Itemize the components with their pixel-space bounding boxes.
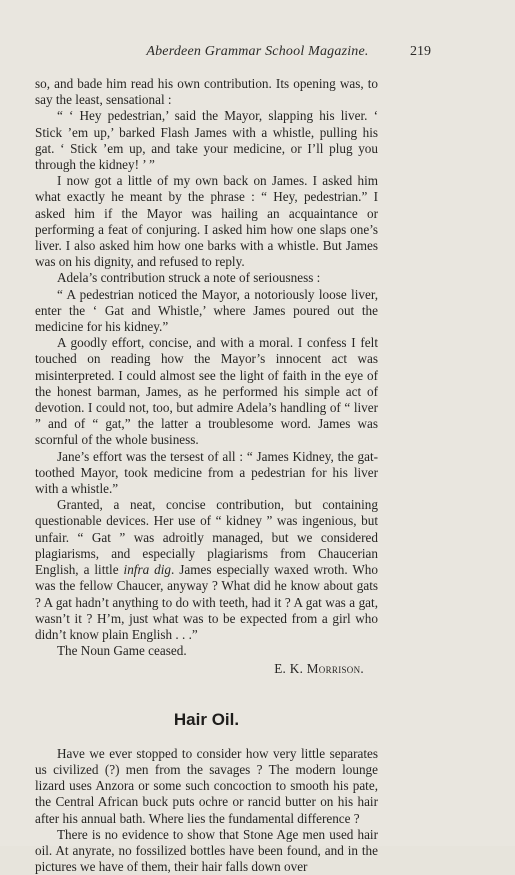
paragraph: “ ‘ Hey pedestrian,’ said the Mayor, slapping his liver. ‘ Stick ’em up,’ barked Flash James with a whistle, pulling his gat. ‘ Stick ’em up, and take your medicine, or I’ll plug you through the kidney! ’ ” — [35, 108, 378, 173]
paragraph: Adela’s contribution struck a note of seriousness : — [57, 270, 321, 286]
body-text — [35, 76, 378, 875]
italic-phrase: infra dig — [123, 562, 172, 578]
paragraph: Granted, a neat, concise contribution, but containing questionable devices. Her use of “ kidney ” was ingenious, but unfair. “ Gat ” was adroitly managed, but we considered plagiarisms, and especially plagiarisms from Chaucerian English, a little infra dig. James especially waxed wroth. Who was the fellow Chaucer, anyway ? What did he know about gats ? A gat hadn’t anything to do with teeth, had it ? A gat was a gat, wasn’t it ? H’m, just what was to be expected from a girl who didn’t know plain English . . .” — [35, 497, 378, 642]
paragraph: Have we ever stopped to consider how very little separates us civilized (?) men from the savages ? The modern lounge lizard uses Anzora or some such concoction to smooth his pate, the Central African buck puts ochre or rancid butter on his hair after his annual bath. Where lies the fundamental difference ? — [35, 745, 378, 826]
running-title: Aberdeen Grammar School Magazine. — [146, 44, 369, 59]
paragraph: “ A pedestrian noticed the Mayor, a notoriously loose liver, enter the ‘ Gat and Whistle,’ where James poured out the medicine for his kidney.” — [35, 286, 378, 335]
paragraph: A goodly effort, concise, and with a moral. I confess I felt touched on reading how the Mayor’s innocent act was misinterpreted. I could almost see the light of faith in the eye of the honest barman, James, as he performed his simple act of devotion. I could not, too, but admire Adela’s handling of “ liver ” and of “ gat,” the latter a troublesome word. James was scornful of the whole business. — [35, 335, 378, 448]
paragraph: so, and bade him read his own contribution. Its opening was, to say the least, sensational : — [35, 76, 378, 108]
paragraph: There is no evidence to show that Stone Age men used hair oil. At anyrate, no fossilized bottles have been found, and in the pictures we have of them, their hair falls down over — [35, 826, 378, 875]
paragraph: I now got a little of my own back on James. I asked him what exactly he meant by the phrase : “ Hey, pedestrian.” I asked him if the Mayor was hailing an acquaintance or performing a feat of conjuring. I asked him how one slaps one’s liver. I also asked him how one barks with a whistle. But James was on his dignity, and refused to reply. — [35, 173, 378, 270]
article-title: Hair Oil. — [173, 709, 240, 729]
paragraph: Jane’s effort was the tersest of all : “ James Kidney, the gat-toothed Mayor, took medicine from a pedestrian for his liver with a whistle.” — [35, 448, 378, 497]
page-number: 219 — [410, 44, 431, 59]
author-signature: E. K. Morrison. — [274, 661, 364, 677]
paragraph: The Noun Game ceased. — [57, 643, 187, 659]
page-header — [0, 44, 515, 64]
